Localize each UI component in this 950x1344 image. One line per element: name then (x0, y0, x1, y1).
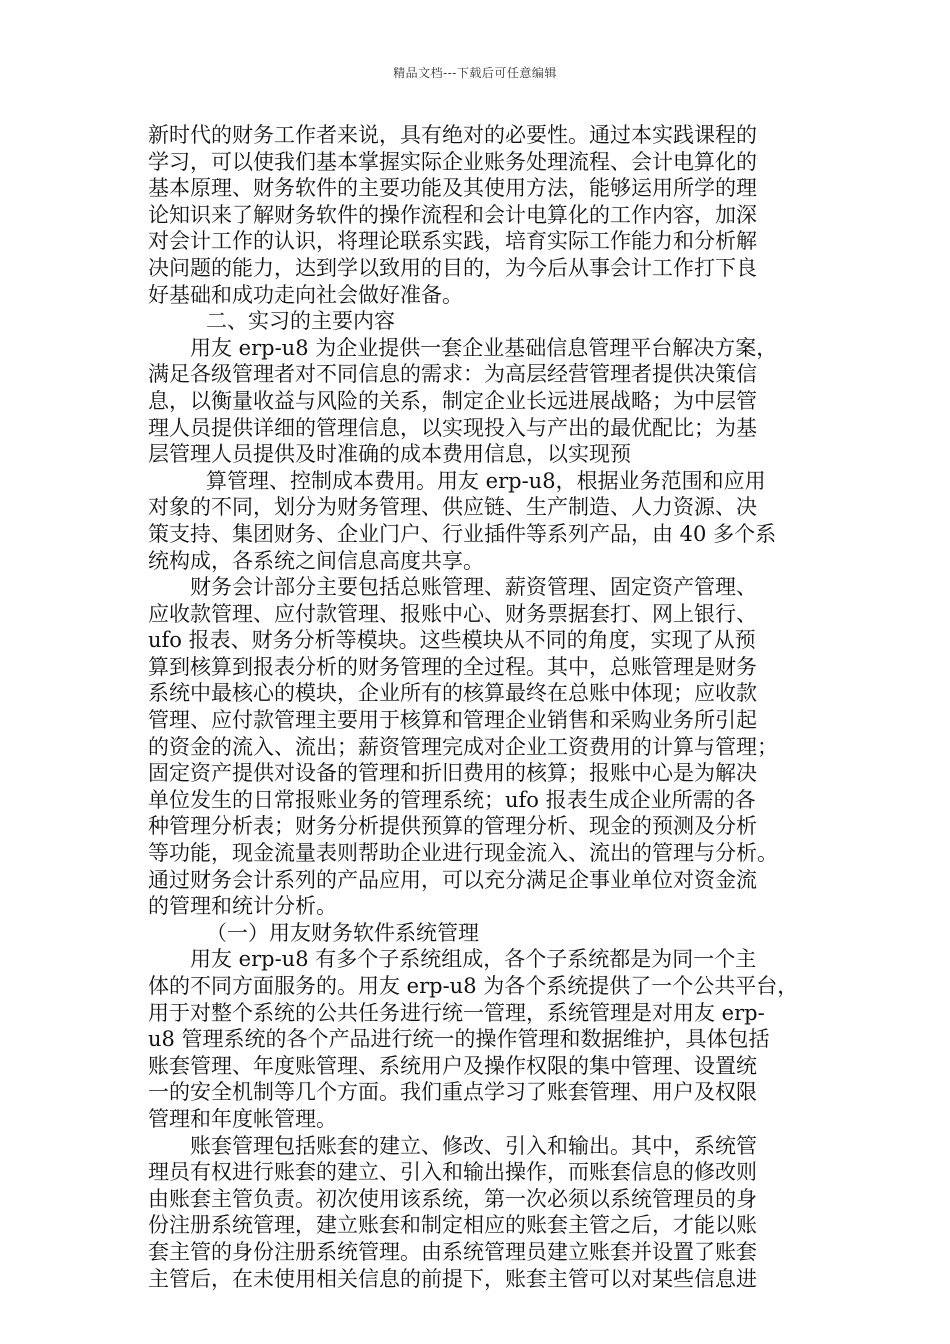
text-line: 固定资产提供对设备的管理和折旧费用的核算；报账中心是为解决 (148, 761, 757, 786)
text-line: 算到核算到报表分析的财务管理的全过程。其中，总账管理是财务 (148, 654, 757, 679)
text-line: 决问题的能力，达到学以致用的目的，为今后从事会计工作打下良 (148, 255, 757, 280)
text-line: 的管理和统计分析。 (148, 894, 337, 919)
paragraph-first-line: 账套管理包括账套的建立、修改、引入和输出。其中，系统管 (190, 1133, 757, 1158)
text-line: 策支持、集团财务、企业门户、行业插件等系列产品，由 40 多个系 (148, 521, 777, 546)
text-line: 理人员提供详细的管理信息，以实现投入与产出的最优配比；为基 (148, 415, 757, 440)
text-line: 息，以衡量收益与风险的关系，制定企业长远进展战略；为中层管 (148, 388, 757, 413)
text-line: 应收款管理、应付款管理、报账中心、财务票据套打、网上银行、 (148, 601, 757, 626)
text-line: 统构成，各系统之间信息高度共享。 (148, 548, 484, 573)
text-line: 对象的不同，划分为财务管理、供应链、生产制造、人力资源、决 (148, 495, 757, 520)
section-heading: （一）用友财务软件系统管理 (206, 920, 479, 945)
text-line: 用于对整个系统的公共任务进行统一管理，系统管理是对用友 erp- (148, 1000, 765, 1025)
text-line: 体的不同方面服务的。用友 erp-u8 为各个系统提供了一个公共平台， (148, 974, 799, 998)
text-line: 账套管理、年度账管理、系统用户及操作权限的集中管理、设置统 (148, 1053, 757, 1078)
text-line: 系统中最核心的模块，企业所有的核算最终在总账中体现；应收款 (148, 681, 757, 706)
text-line: 管理和年度帐管理。 (148, 1106, 337, 1131)
text-line: 层管理人员提供及时准确的成本费用信息，以实现预 (148, 442, 631, 467)
section-heading: 二、实习的主要内容 (206, 309, 395, 334)
text-line: 理员有权进行账套的建立、引入和输出操作，而账套信息的修改则 (148, 1160, 757, 1185)
paragraph-first-line: 算管理、控制成本费用。用友 erp-u8，根据业务范围和应用 (206, 468, 766, 493)
text-line: 管理、应付款管理主要用于核算和管理企业销售和采购业务所引起 (148, 708, 757, 733)
text-line: 学习，可以使我们基本掌握实际企业账务处理流程、会计电算化的 (148, 149, 757, 174)
text-line: 对会计工作的认识，将理论联系实践，培育实际工作能力和分析解 (148, 229, 757, 254)
text-line: u8 管理系统的各个产品进行统一的操作管理和数据维护，具体包括 (148, 1027, 770, 1052)
text-line: ufo 报表、财务分析等模块。这些模块从不同的角度，实现了从预 (148, 628, 756, 653)
text-line: 种管理分析表；财务分析提供预算的管理分析、现金的预测及分析 (148, 814, 757, 839)
text-line: 的资金的流入、流出；薪资管理完成对企业工资费用的计算与管理； (148, 734, 778, 759)
text-line: 套主管的身份注册系统管理。由系统管理员建立账套并设置了账套 (148, 1239, 757, 1264)
text-line: 好基础和成功走向社会做好准备。 (148, 282, 463, 307)
text-line: 主管后，在未使用相关信息的前提下，账套主管可以对某些信息进 (148, 1266, 757, 1291)
text-line: 单位发生的日常报账业务的管理系统；ufo 报表生成企业所需的各 (148, 787, 756, 812)
text-line: 基本原理、财务软件的主要功能及其使用方法，能够运用所学的理 (148, 176, 757, 201)
page-header-note: 精品文档---下载后可任意编辑 (393, 66, 557, 80)
text-line: 满足各级管理者对不同信息的需求：为高层经营管理者提供决策信 (148, 362, 757, 387)
text-line: 份注册系统管理，建立账套和制定相应的账套主管之后，才能以账 (148, 1213, 757, 1238)
text-line: 由账套主管负责。初次使用该系统，第一次必须以系统管理员的身 (148, 1186, 757, 1211)
document-body (148, 122, 808, 1292)
text-line: 通过财务会计系列的产品应用，可以充分满足企事业单位对资金流 (148, 867, 757, 892)
text-line: 一的安全机制等几个方面。我们重点学习了账套管理、用户及权限 (148, 1080, 757, 1105)
text-line: 等功能，现金流量表则帮助企业进行现金流入、流出的管理与分析。 (148, 841, 778, 866)
text-line: 新时代的财务工作者来说，具有绝对的必要性。通过本实践课程的 (148, 123, 757, 147)
paragraph-first-line: 用友 erp-u8 有多个子系统组成，各个子系统都是为同一个主 (190, 947, 757, 972)
paragraph-first-line: 用友 erp-u8 为企业提供一套企业基础信息管理平台解决方案， (190, 335, 778, 360)
text-line: 论知识来了解财务软件的操作流程和会计电算化的工作内容，加深 (148, 202, 757, 227)
paragraph-first-line: 财务会计部分主要包括总账管理、薪资管理、固定资产管理、 (190, 575, 757, 600)
